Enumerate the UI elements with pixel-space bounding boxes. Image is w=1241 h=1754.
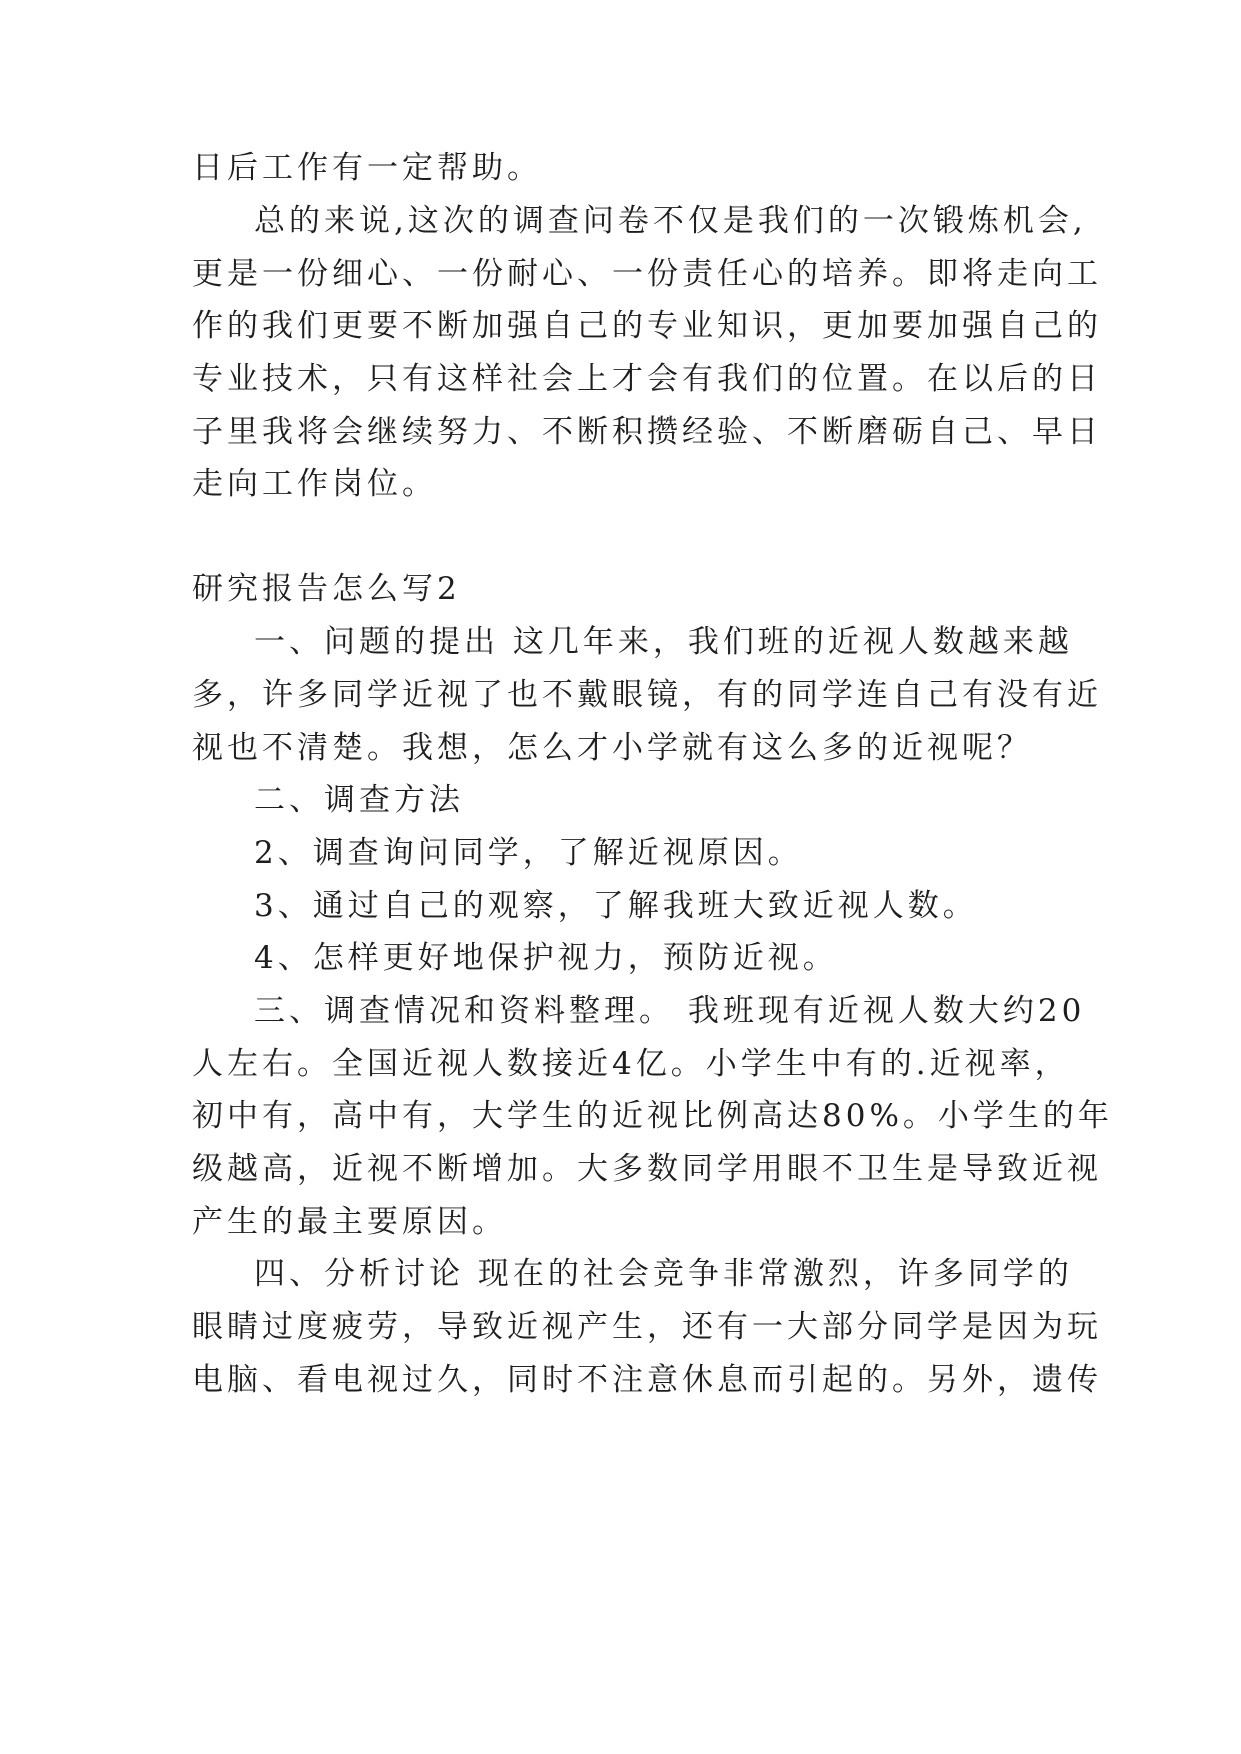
paragraph-line: 视也不清楚。我想，怎么才小学就有这么多的近视呢？ bbox=[192, 730, 1032, 766]
paragraph-line: 总的来说,这次的调查问卷不仅是我们的一次锻炼机会, bbox=[254, 203, 1087, 239]
paragraph-line: 电脑、看电视过久，同时不注意休息而引起的。另外，遗传 bbox=[192, 1362, 1102, 1398]
paragraph-line: 三、调查情况和资料整理。 我班现有近视人数大约20 bbox=[254, 993, 1086, 1029]
paragraph-line: 眼睛过度疲劳，导致近视产生，还有一大部分同学是因为玩 bbox=[192, 1309, 1102, 1345]
paragraph-line: 产生的最主要原因。 bbox=[192, 1204, 507, 1240]
paragraph-line: 级越高，近视不断增加。大多数同学用眼不卫生是导致近视 bbox=[192, 1151, 1102, 1187]
paragraph-line: 四、分析讨论 现在的社会竞争非常激烈，许多同学的 bbox=[254, 1256, 1073, 1292]
paragraph-line: 作的我们更要不断加强自己的专业知识，更加要加强自己的 bbox=[192, 308, 1102, 344]
paragraph-line: 3、通过自己的观察，了解我班大致近视人数。 bbox=[254, 888, 978, 924]
paragraph-line: 二、调查方法 bbox=[254, 782, 464, 818]
paragraph-line: 子里我将会继续努力、不断积攒经验、不断磨砺自己、早日 bbox=[192, 414, 1102, 450]
paragraph-line: 日后工作有一定帮助。 bbox=[192, 150, 542, 186]
paragraph-line: 多，许多同学近视了也不戴眼镜，有的同学连自己有没有近 bbox=[192, 677, 1102, 713]
paragraph-line: 一、问题的提出 这几年来，我们班的近视人数越来越 bbox=[254, 624, 1073, 660]
paragraph-line: 专业技术，只有这样社会上才会有我们的位置。在以后的日 bbox=[192, 361, 1102, 397]
section-heading: 研究报告怎么写2 bbox=[192, 571, 461, 607]
paragraph-line: 2、调查询问同学，了解近视原因。 bbox=[254, 835, 803, 871]
paragraph-line: 人左右。全国近视人数接近4亿。小学生中有的.近视率， bbox=[192, 1046, 1070, 1082]
paragraph-line: 更是一份细心、一份耐心、一份责任心的培养。即将走向工 bbox=[192, 256, 1102, 292]
paragraph-line: 4、怎样更好地保护视力，预防近视。 bbox=[254, 940, 838, 976]
paragraph-line: 走向工作岗位。 bbox=[192, 466, 437, 502]
paragraph-line: 初中有，高中有，大学生的近视比例高达80%。小学生的年 bbox=[192, 1098, 1113, 1134]
